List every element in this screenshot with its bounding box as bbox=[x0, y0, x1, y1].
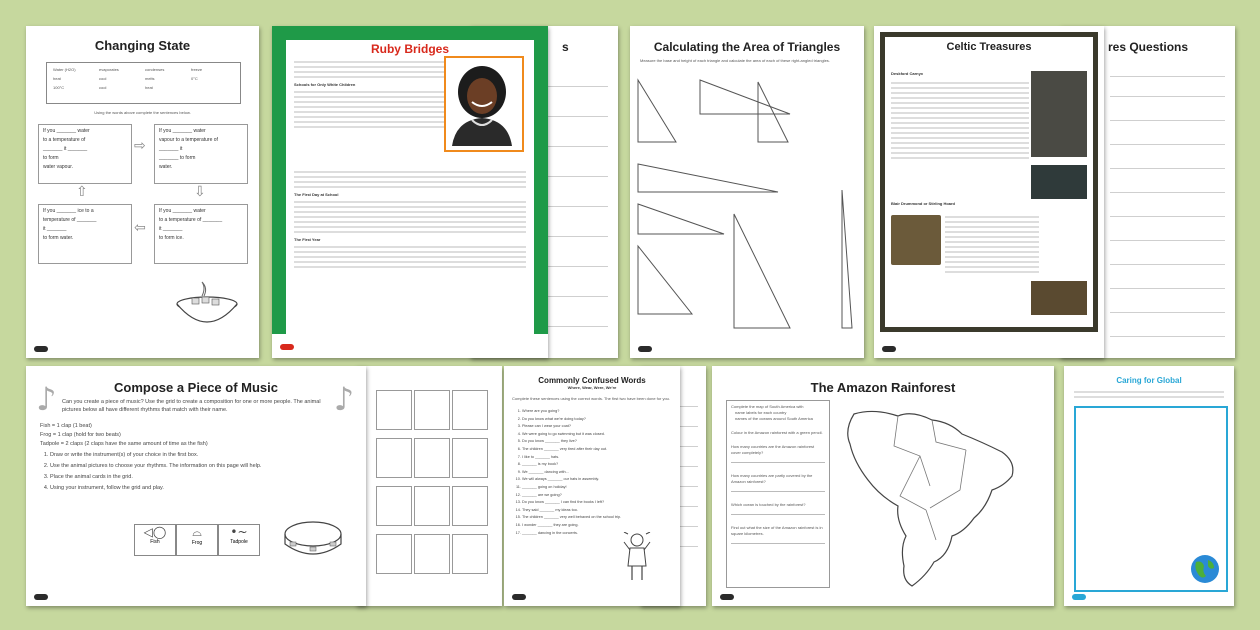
instruction-text: Measure the base and height of each triangle and calculate the area of each of these right-angled triangles. bbox=[640, 58, 830, 63]
sentence-item: 11. _______ going on holiday! bbox=[522, 484, 672, 492]
step-item: 4. Using your instrument, follow the grid and play. bbox=[50, 483, 350, 494]
sentence-item: 14. They said _______ my ideas too. bbox=[522, 507, 672, 515]
steps-list bbox=[40, 450, 350, 494]
word: condenses bbox=[145, 67, 165, 72]
publisher-logo-icon bbox=[720, 594, 734, 600]
sentence-item: 1. Where are you going? bbox=[522, 408, 672, 416]
sheet-footer bbox=[720, 592, 1046, 600]
worksheet-area-triangles bbox=[630, 26, 864, 358]
box-line: temperature of _______ bbox=[43, 217, 97, 223]
article-text bbox=[891, 79, 1029, 162]
sheet-title: Commonly Confused Words bbox=[538, 376, 646, 385]
worksheet-compose-music bbox=[26, 366, 366, 606]
word: Water (H2O) bbox=[53, 67, 76, 72]
task-text: How many countries are partly covered by the Amazon rainforest? bbox=[731, 473, 813, 484]
box-line: _______ it _______ bbox=[43, 146, 88, 152]
drawing-area bbox=[1074, 406, 1228, 592]
sentence-item: 12. _______ are we going? bbox=[522, 492, 672, 500]
worksheet-amazon-rainforest bbox=[712, 366, 1054, 606]
worksheet-confused-words bbox=[504, 366, 680, 606]
worksheet-celtic-treasures bbox=[874, 26, 1104, 358]
grid-cell bbox=[376, 534, 412, 574]
box-line: If you _______ water bbox=[159, 128, 206, 134]
rhythm-list bbox=[40, 422, 208, 449]
box-line: vapour to a temperature of bbox=[159, 137, 218, 143]
grid-cell bbox=[376, 486, 412, 526]
box-line: to form water. bbox=[43, 235, 74, 241]
fish-icon: ◁◯ bbox=[143, 525, 167, 539]
sheet-footer bbox=[512, 592, 672, 600]
task-text: names of the oceans around South America bbox=[735, 416, 813, 421]
task-text: Find out what the size of the Amazon rainforest is in square kilometres. bbox=[731, 525, 823, 536]
grid-cell bbox=[376, 438, 412, 478]
word: 0°C bbox=[191, 76, 198, 81]
sentence-item: 4. We were going to go swimming but it was closed. bbox=[522, 431, 672, 439]
step-item: 3. Place the animal cards in the grid. bbox=[50, 472, 350, 483]
word: heat bbox=[145, 85, 153, 90]
word: cool bbox=[99, 76, 107, 81]
sheet-title: res Questions bbox=[1108, 40, 1189, 54]
worksheet-music-grid bbox=[356, 366, 502, 606]
task-text: Colour in the Amazon rainforest with a green pencil. bbox=[731, 430, 823, 435]
music-note-icon: ♪ bbox=[333, 380, 354, 418]
carnyx-photo bbox=[1031, 71, 1087, 157]
publisher-logo-icon bbox=[280, 344, 294, 350]
sheet-subtitle: Where, Wear, Were, We're bbox=[567, 385, 617, 390]
animal-card-tadpole bbox=[218, 524, 260, 556]
box-line: to form ice. bbox=[159, 235, 184, 241]
box-line: If you _______ water bbox=[159, 208, 206, 214]
step-item: 2. Use the animal pictures to choose your rhythms. The information on this page will help. bbox=[50, 461, 350, 472]
article-text bbox=[294, 58, 444, 131]
article-text-lower bbox=[294, 168, 526, 271]
sheet-title: Celtic Treasures bbox=[946, 41, 1032, 53]
sentence-item: 8. _______ is my book? bbox=[522, 461, 672, 469]
globe-icon bbox=[1190, 554, 1220, 584]
sentence-box-4 bbox=[154, 204, 248, 264]
arrow-left-icon: ⇦ bbox=[134, 220, 146, 236]
box-line: it _______ bbox=[159, 226, 183, 232]
bracelet-photo bbox=[1031, 281, 1087, 315]
task-text: name labels for each country bbox=[735, 410, 787, 415]
sentence-list bbox=[512, 408, 672, 537]
word: freeze bbox=[191, 67, 203, 72]
sentence-item: 17. _______ dancing in the concerts. bbox=[522, 530, 672, 538]
card-label: Tadpole bbox=[230, 539, 248, 545]
grid-cell bbox=[414, 390, 450, 430]
box-line: If you _______ ice to a bbox=[43, 208, 94, 214]
task-text: How many countries are the Amazon rainforest cover completely? bbox=[731, 444, 815, 455]
animal-card-fish bbox=[134, 524, 176, 556]
instruction-text: Complete these sentences using the correct words. The first two have been done for you. bbox=[512, 396, 671, 401]
task-panel bbox=[726, 400, 830, 588]
intro-text: Can you create a piece of music? Use the grid to create a composition for one or more people. The animal pictures below all have different rhythms that match with their name. bbox=[62, 399, 321, 413]
grid-cell bbox=[452, 390, 488, 430]
grid-cell bbox=[376, 390, 412, 430]
grid-cell bbox=[414, 438, 450, 478]
grid-cell bbox=[452, 486, 488, 526]
celtic-border bbox=[880, 32, 1098, 332]
sheet-title: Caring for Global bbox=[1116, 376, 1182, 385]
sentence-item: 5. Do you know _______ they live? bbox=[522, 438, 672, 446]
box-line: it _______ bbox=[43, 226, 67, 232]
sheet-title-partial: s bbox=[562, 40, 569, 54]
portrait-illustration bbox=[444, 56, 524, 152]
grid-cell bbox=[414, 486, 450, 526]
instruction-text: Using the words above complete the sentences below. bbox=[94, 110, 191, 115]
animal-card-frog bbox=[176, 524, 218, 556]
sentence-box-1 bbox=[38, 124, 132, 184]
word: melts bbox=[145, 76, 155, 81]
card-label: Fish bbox=[150, 539, 160, 545]
box-line: _______ it bbox=[159, 146, 183, 152]
music-note-icon: ♪ bbox=[36, 380, 57, 418]
worksheet-ruby-bridges bbox=[272, 26, 548, 358]
word: cool bbox=[99, 85, 107, 90]
box-line: to a temperature of _______ bbox=[159, 217, 223, 223]
sentence-item: 9. We _______ dancing with... bbox=[522, 469, 672, 477]
word: heat bbox=[53, 76, 61, 81]
sheet-footer bbox=[34, 592, 358, 600]
box-line: water. bbox=[159, 164, 173, 170]
section-heading: Deskford Carnyx bbox=[891, 71, 924, 76]
ice-bowl-illustration bbox=[172, 278, 242, 328]
worksheet-caring-global bbox=[1064, 366, 1234, 606]
box-line: to form bbox=[43, 155, 59, 161]
sentence-item: 15. The children _______ very well behaved on the school trip. bbox=[522, 514, 672, 522]
sheet-title: Compose a Piece of Music bbox=[114, 380, 278, 395]
sheet-title: Changing State bbox=[94, 38, 191, 53]
publisher-logo-icon bbox=[512, 594, 526, 600]
rhythm-item: Frog = 1 clap (hold for two beats) bbox=[40, 432, 121, 438]
sheet-footer bbox=[1072, 592, 1226, 600]
sentence-item: 6. The children _______ very tired after their day out. bbox=[522, 446, 672, 454]
sheet-footer bbox=[882, 344, 1096, 352]
tambourine-illustration bbox=[282, 516, 344, 562]
section-heading: Blair Drummond or Stirling Hoard bbox=[891, 201, 956, 206]
red-footer-band bbox=[272, 334, 548, 358]
section-heading: The First Day at School bbox=[294, 192, 339, 197]
ruby-inner-page bbox=[286, 40, 534, 334]
sentence-item: 13. Do you know _______ I can find the books I left? bbox=[522, 499, 672, 507]
word-bank bbox=[46, 62, 241, 104]
box-line: water vapour. bbox=[43, 164, 74, 170]
word-bank-grid bbox=[47, 63, 240, 95]
box-line: _______ to form bbox=[159, 155, 196, 161]
sheet-title: The Amazon Rainforest bbox=[810, 380, 956, 395]
section-heading: The First Year bbox=[294, 237, 321, 242]
box-line: If you _______ water bbox=[43, 128, 90, 134]
box-line: to a temperature of bbox=[43, 137, 86, 143]
task-text: Which ocean is touched by the rainforest? bbox=[731, 502, 806, 507]
sentence-item: 7. I like to _______ hats. bbox=[522, 454, 672, 462]
publisher-logo-icon bbox=[34, 594, 48, 600]
sheet-footer bbox=[638, 344, 856, 352]
sentence-item: 16. I wonder _______ they are going. bbox=[522, 522, 672, 530]
publisher-logo-icon bbox=[882, 346, 896, 352]
arrow-down-icon: ⇩ bbox=[194, 184, 206, 200]
intro-text bbox=[1074, 388, 1224, 401]
south-america-map bbox=[834, 404, 1034, 594]
step-item: 1. Draw or write the instrument(s) of your choice in the first box. bbox=[50, 450, 350, 461]
arrow-up-icon: ⇧ bbox=[76, 184, 88, 200]
publisher-logo-icon bbox=[34, 346, 48, 352]
sheet-title: Calculating the Area of Triangles bbox=[653, 40, 841, 54]
sheet-footer bbox=[34, 344, 251, 352]
section-heading: Schools for Only White Children bbox=[294, 82, 356, 87]
torc-photo bbox=[891, 215, 941, 265]
publisher-logo-icon bbox=[1072, 594, 1086, 600]
rhythm-item: Tadpole = 2 claps (2 claps have the same amount of time as the fish) bbox=[40, 441, 208, 447]
rhythm-item: Fish = 1 clap (1 beat) bbox=[40, 423, 92, 429]
arrow-right-icon: ⇨ bbox=[134, 138, 146, 154]
publisher-logo-icon bbox=[638, 346, 652, 352]
sentence-item: 10. We will always _______ our hats in assembly. bbox=[522, 476, 672, 484]
grid-cell bbox=[414, 534, 450, 574]
sheet-title: Ruby Bridges bbox=[370, 42, 449, 56]
frog-icon: ⌓ bbox=[192, 525, 202, 539]
sentence-item: 3. Please can I wear your coat? bbox=[522, 423, 672, 431]
grid-cell bbox=[452, 534, 488, 574]
task-text: Complete the map of South America with bbox=[731, 404, 804, 409]
child-illustration bbox=[622, 532, 652, 584]
sentence-box-3 bbox=[38, 204, 132, 264]
triangle-diagrams bbox=[630, 74, 864, 334]
sentence-box-2 bbox=[154, 124, 248, 184]
sentence-item: 2. Do you know what we're doing today? bbox=[522, 416, 672, 424]
grid-cell bbox=[452, 438, 488, 478]
worksheet-changing-state bbox=[26, 26, 259, 358]
article-text-lower bbox=[945, 213, 1039, 276]
word: 100°C bbox=[53, 85, 65, 90]
word: evaporates bbox=[99, 67, 119, 72]
card-label: Frog bbox=[191, 540, 203, 546]
carnyx-head-photo bbox=[1031, 165, 1087, 199]
tadpole-icon: •~ bbox=[230, 525, 248, 539]
